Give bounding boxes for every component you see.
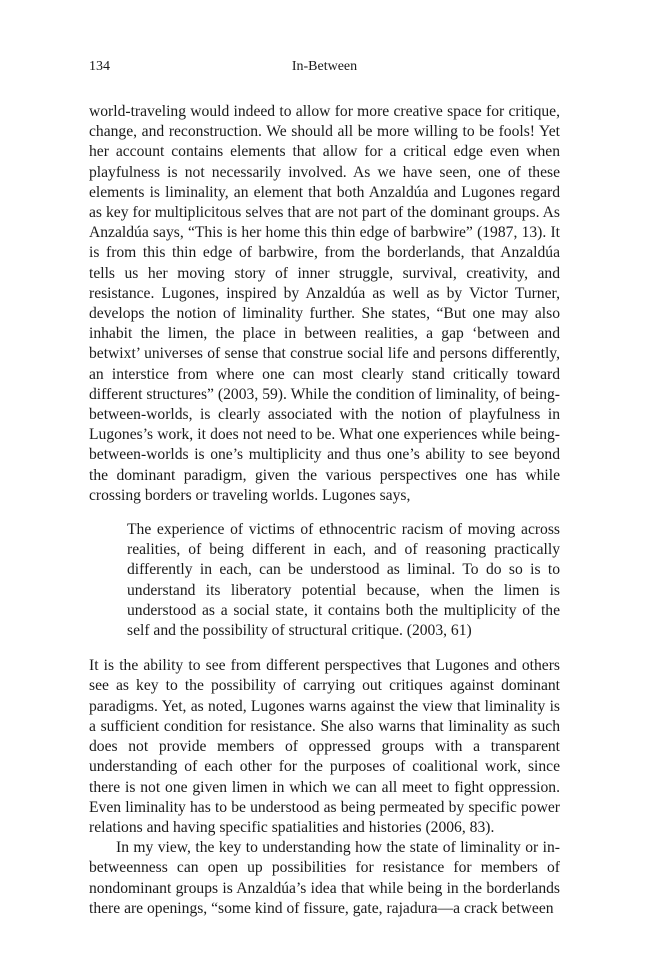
page-header [89, 57, 560, 77]
block-quote: The experience of victims of ethnocentric racism of moving across realities, of being different in each, and of reasoning practically differently in each, can be understood as liminal. To do so is to understand its liberatory potential because, when the limen is understood as a social state, it contains both the multiplicity of the self and the possibility of structural critique. (2003, 61) [127, 521, 560, 640]
paragraph: In my view, the key to understanding how the state of liminality or in-betweenness can open up possibilities for resistance for members of nondominant groups is Anzaldúa’s idea that while being in the borderlands there are openings, “some kind of fissure, gate, rajadura—a crack between [89, 839, 560, 917]
paragraph: world-traveling would indeed to allow for more creative space for critique, change, and reconstruction. We should all be more willing to be fools! Yet her account contains elements that allow for a critical edge even when playfulness is not necessarily involved. As we have seen, one of these elements is liminality, an element that both Anzaldúa and Lugones regard as key for multiplicitous selves that are not part of the dominant groups. As Anzaldúa says, “This is her home this thin edge of barbwire” (1987, 13). It is from this thin edge of barbwire, from the borderlands, that Anzaldúa tells us her moving story of inner struggle, survival, creativity, and resistance. Lugones, inspired by Anzaldúa as well as by Victor Turner, develops the notion of liminality further. She states, “But one may also inhabit the limen, the place in between realities, a gap ‘between and betwixt’ universes of sense that construe social life and persons differently, an interstice from where one can most clearly stand critically toward different structures” (2003, 59). While the condition of liminality, of being-between-worlds, is clearly associated with the notion of playfulness in Lugones’s work, it does not need to be. What one experiences while being-between-worlds is one’s multiplicity and thus one’s ability to see beyond the dominant paradigm, given the various perspectives one has while crossing borders or traveling worlds. Lugones says, [89, 103, 560, 504]
body-text [89, 102, 560, 919]
running-head: In-Between [291, 59, 358, 74]
paragraph: It is the ability to see from different perspectives that Lugones and others see as key to the possibility of carrying out critiques against dominant paradigms. Yet, as noted, Lugones warns against the view that liminality is a sufficient condition for resistance. She also warns that liminality as such does not provide members of oppressed groups with a transparent understanding of each other for the purposes of coalitional work, since there is not one given limen in which we can all meet to fight oppression. Even liminality has to be understood as being permeated by specific power relations and having specific spatialities and histories (2006, 83). [89, 657, 560, 836]
page-number: 134 [89, 59, 110, 74]
